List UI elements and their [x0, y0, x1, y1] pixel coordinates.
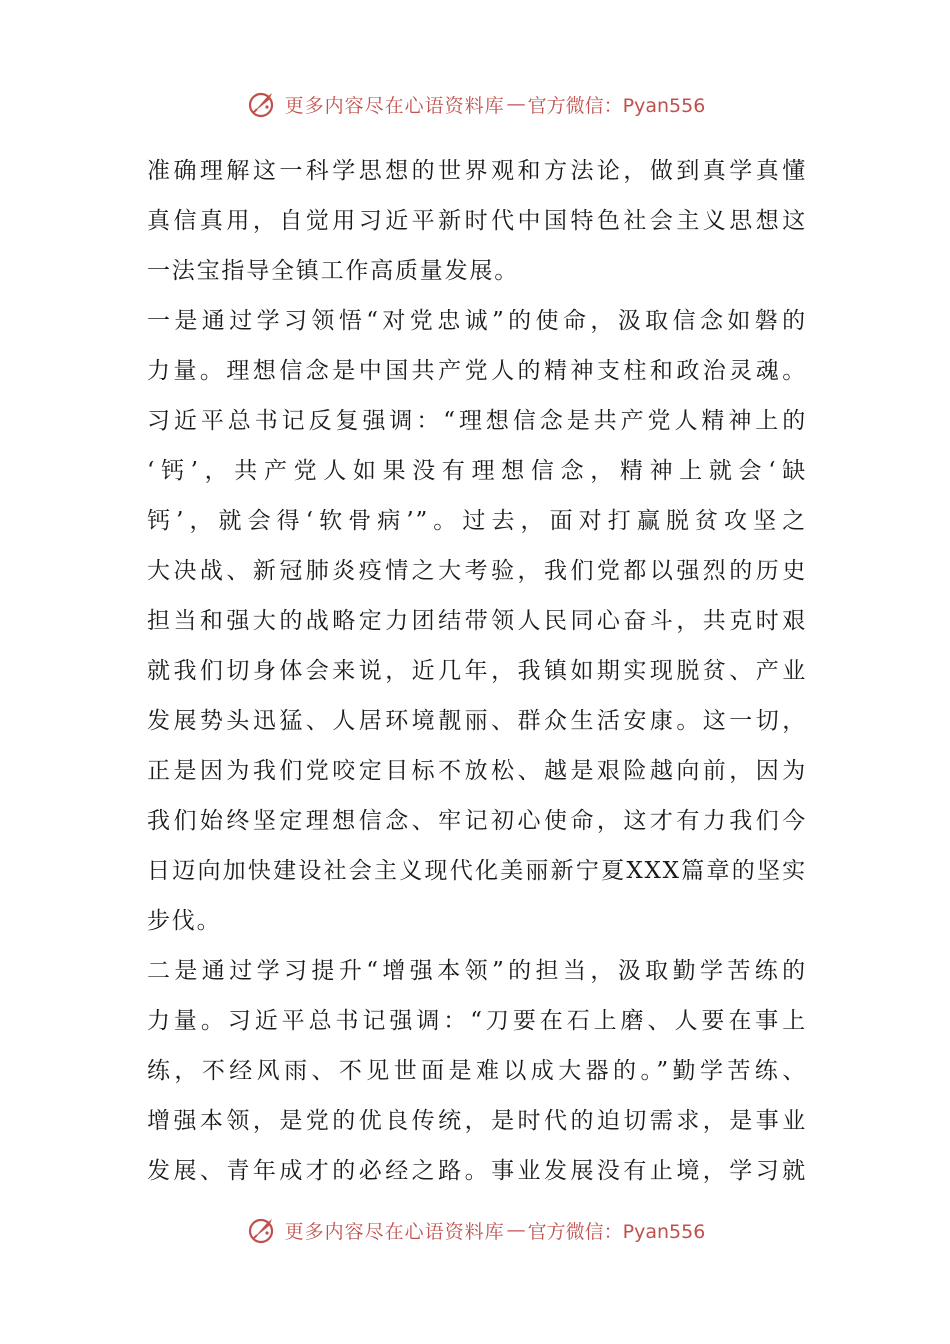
text-line: 我们始终坚定理想信念、牢记初心使命，这才有力我们今: [147, 808, 807, 834]
text-line: 就我们切身体会来说，近几年，我镇如期实现脱贫、产业: [147, 658, 807, 684]
banner-separator: —: [506, 1219, 526, 1241]
text-line: 增强本领，是党的优良传统，是时代的迫切需求，是事业: [147, 1108, 807, 1134]
pen-nib-logo-icon: [245, 87, 279, 121]
banner-site-text: 更多内容尽在心语资料库: [284, 1220, 505, 1243]
footer-banner: [0, 1210, 950, 1250]
text-line: 担当和强大的战略定力团结带领人民同心奋斗，共克时艰: [147, 608, 807, 634]
text-line: 日迈向加快建设社会主义现代化美丽新宁夏XXX篇章的坚实: [147, 858, 807, 884]
banner-wechat-text: 官方微信：Pyan556: [527, 94, 706, 117]
text-line: 二是通过学习提升“增强本领”的担当，汲取勤学苦练的: [147, 958, 807, 984]
paragraph-3: [147, 946, 807, 1196]
text-line: 一法宝指导全镇工作高质量发展。: [147, 258, 519, 284]
text-line: 大决战、新冠肺炎疫情之大考验，我们党都以强烈的历史: [147, 558, 807, 584]
text-line: 发展势头迅猛、人居环境靓丽、群众生活安康。这一切，: [147, 708, 807, 734]
banner-wechat-text: 官方微信：Pyan556: [527, 1220, 706, 1243]
banner-site-text: 更多内容尽在心语资料库: [284, 94, 505, 117]
text-line: 习近平总书记反复强调：“理想信念是共产党人精神上的: [147, 408, 807, 434]
paragraph-2: [147, 296, 807, 946]
text-line: ‘钙’，共产党人如果没有理想信念，精神上就会‘缺: [147, 458, 807, 484]
text-line: 力量。习近平总书记强调：“刀要在石上磨、人要在事上: [147, 1008, 807, 1034]
text-line: 步伐。: [147, 908, 222, 934]
text-line: 准确理解这一科学思想的世界观和方法论，做到真学真懂: [147, 158, 807, 184]
document-body: [147, 146, 807, 1196]
text-line: 正是因为我们党咬定目标不放松、越是艰险越向前，因为: [147, 758, 807, 784]
text-line: 发展、青年成才的必经之路。事业发展没有止境，学习就: [147, 1158, 807, 1184]
text-line: 一是通过学习领悟“对党忠诚”的使命，汲取信念如磐的: [147, 308, 807, 334]
header-banner: [0, 84, 950, 124]
banner-separator: —: [506, 93, 526, 115]
text-line: 真信真用，自觉用习近平新时代中国特色社会主义思想这: [147, 208, 807, 234]
text-line: 钙’，就会得‘软骨病’”。过去，面对打赢脱贫攻坚之: [147, 508, 807, 534]
paragraph-1: [147, 146, 807, 296]
text-line: 力量。理想信念是中国共产党人的精神支柱和政治灵魂。: [147, 358, 807, 384]
text-line: 练，不经风雨、不见世面是难以成大器的。”勤学苦练、: [147, 1058, 807, 1084]
pen-nib-logo-icon: [245, 1213, 279, 1247]
